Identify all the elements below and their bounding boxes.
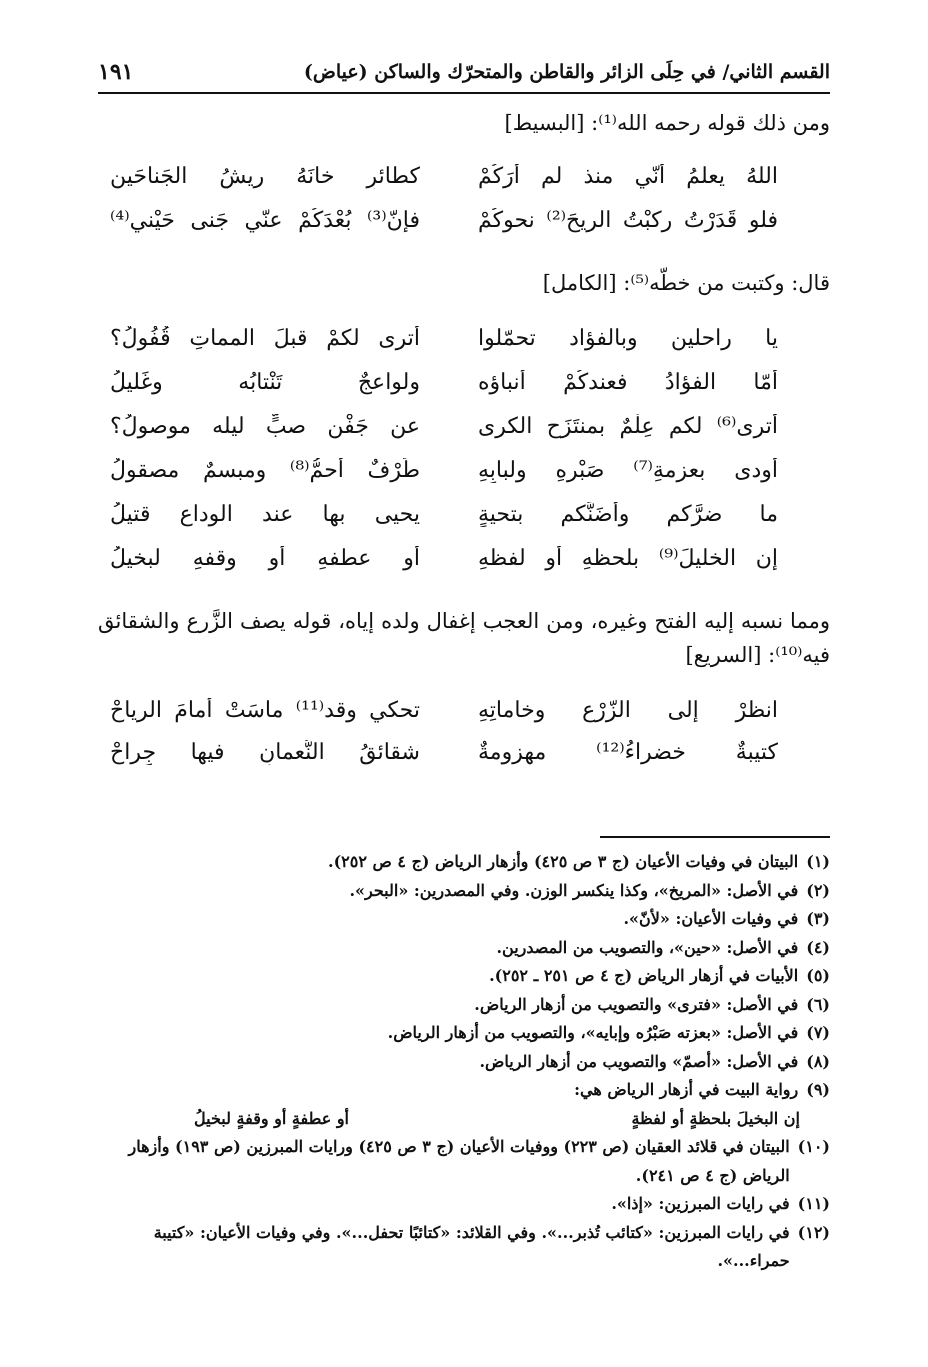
verse-second-hemistich: طَرْفٌ أحمُّ⁽⁸⁾ ومبسمٌ مصقولُ [110,457,420,483]
footnote-number: (٣) [806,909,830,928]
footnote [104,1219,830,1276]
verse-line [110,494,778,534]
verse-first-hemistich: فلو قَدَرْتُ ركبْتُ الرِيحَ⁽²⁾ نحوكُمْ [478,207,778,233]
footnote-number: (٤) [806,937,830,957]
footnote-text: رواية البيت في أزهار الرياض هي: [574,1080,799,1099]
footnote-number: (١) [806,852,830,871]
footnote-number: (٦) [806,994,830,1014]
verse-line [110,200,778,240]
verse-line [110,156,778,196]
paragraph-3: ومما نسبه إليه الفتح وغيره، ومن العجب إغفال ولده إياه، قوله يصف الزَّرع والشقائق فيه⁽¹⁰⁾: [السريع] [98,609,830,667]
footnote-divider [600,836,830,838]
verse-first-hemistich: أودى بعزمةِ⁽⁷⁾ صَبْرِهِ ولبابِهِ [478,457,778,483]
footnote-number: (١٠) [797,1137,830,1156]
footnote-text: في رايات المبرزين: «كتائب تُذبر...». وفي القلائد: «كتائبًا تحفل...». وفي وفيات الأعيان: «كتيبة حمراء...». [153,1222,790,1270]
footnote-text: في رايات المبرزين: «إذا». [611,1194,790,1213]
verse-first-hemistich: أترى⁽⁶⁾ لكم عِلْمٌ بمنتَزَحِ الكرى [478,413,778,439]
page-number: ١٩١ [98,59,134,85]
verse-second-hemistich: تحكي وقد⁽¹¹⁾ ماسَتْ أمامَ الرياحْ [110,697,420,723]
footnote [104,1019,830,1048]
verse-second-hemistich: شقائقُ النُّعمانِ فيها جِراحْ [110,739,420,765]
footnote-text: في وفيات الأعيان: «لأنّ». [623,909,799,928]
verse-second-hemistich: عن جَفْنِ صبٍّ ليله موصولُ؟ [110,413,420,439]
intro-line-2: قال: وكتبت من خطّه⁽⁵⁾: [الكامل] [542,271,830,295]
footnote-number: (٩) [806,1080,830,1099]
footnote [104,877,830,906]
footnote [104,1190,830,1219]
verse-second-hemistich: أترى لكمْ قبلَ المماتِ قُفُولُ؟ [110,325,420,351]
footnote-text: البيتان في وفيات الأعيان (ج ٣ ص ٤٢٥) وأزهار الرياض (ج ٤ ص ٢٥٢). [328,852,799,871]
verse-line [110,318,778,358]
verse-line [110,450,778,490]
verse-first-hemistich: ما ضرَّكم وأضَنَّكم بتحيةٍ [478,501,778,527]
footnote [104,848,830,877]
footnote-text: في الأصل: «أصمّ» والتصويب من أزهار الرياض. [479,1051,799,1071]
footnote-number: (١١) [797,1194,830,1213]
footnote-verse-second: أو عطفةٍ أو وقفةٍ لبخيلُ [194,1108,349,1128]
verse-first-hemistich: أمّا الفؤادُ فعندكُمْ أنباؤه [478,369,778,395]
footnotes [104,848,830,1276]
verse-first-hemistich: يا راحلين وبالفؤاد تحمّلوا [478,325,778,351]
verse-second-hemistich: ولواعجٌ تَنْتابُه وغَليلُ [110,369,420,395]
verse-second-hemistich: كطائرٍ خانَهُ ريشُ الجَناحَينِ [110,163,420,189]
verse-line [110,406,778,446]
footnote-text: في الأصل: «حين»، والتصويب من المصدرين. [496,937,799,957]
verse-line [110,690,778,730]
verse-first-hemistich: إن الخليلَ⁽⁹⁾ بلحظهِ أو لفظهِ [478,545,778,571]
footnote-number: (٥) [806,966,830,985]
footnote-verse-first: إن البخيلَ بلحظةٍ أو لفظةٍ [631,1108,800,1128]
footnote-text: في الأصل: «بعزته صَبْرُه وإبايه»، والتصويب من أزهار الرياض. [387,1023,799,1042]
verse-second-hemistich: فإنّ⁽³⁾ بُعْدَكُمْ عنّي جَنى حَيْني⁽⁴⁾ [110,207,420,233]
footnote [104,962,830,991]
footnote-number: (١٢) [797,1222,830,1242]
footnote-text: الأبيات في أزهار الرياض (ج ٤ ص ٢٥١ ـ ٢٥٢). [489,966,799,985]
intro-line-1: ومن ذلك قوله رحمه الله⁽¹⁾: [البسيط] [504,111,830,135]
running-header [98,52,830,94]
footnote-number: (٧) [806,1023,830,1042]
footnote-text: في الأصل: «المريخ»، وكذا ينكسر الوزن. وفي المصدرين: «البحر». [349,880,799,900]
footnote [104,1133,830,1190]
footnote-text: في الأصل: «فترى» والتصويب من أزهار الرياض. [474,994,799,1014]
verse-line [110,538,778,578]
footnote [104,1048,830,1077]
footnote [104,934,830,963]
header-title: القسم الثاني/ في حِلَى الزائر والقاطن والمتحرّك والساكن (عياض) [303,61,830,83]
footnote [104,905,830,934]
verse-first-hemistich: انظرْ إلى الزّرْعِ وخاماتِهِ [478,697,778,723]
footnote-verse [104,1105,830,1134]
verse-line [110,362,778,402]
footnote [104,991,830,1020]
verse-second-hemistich: أو عطفهِ أو وقفهِ لبخيلُ [110,545,420,571]
footnote-number: (٢) [806,880,830,900]
verse-line [110,732,778,772]
verse-second-hemistich: يحيى بها عند الوداعِ قتيلُ [110,501,420,527]
footnote-text: البيتان في قلائد العقيان (ص ٢٢٣) ووفيات الأعيان (ج ٣ ص ٤٢٥) ورايات المبرزين (ص ١٩٣) وأزهار الرياض (ج ٤ ص ٢٤١). [128,1137,790,1185]
verse-first-hemistich: كتيبةٌ خضراءُ⁽¹²⁾ مهزومةٌ [478,739,778,765]
verse-first-hemistich: اللهُ يعلمُ أنّي منذ لم أرَكُمْ [478,163,778,189]
footnote [104,1076,830,1105]
footnote-number: (٨) [806,1051,830,1071]
